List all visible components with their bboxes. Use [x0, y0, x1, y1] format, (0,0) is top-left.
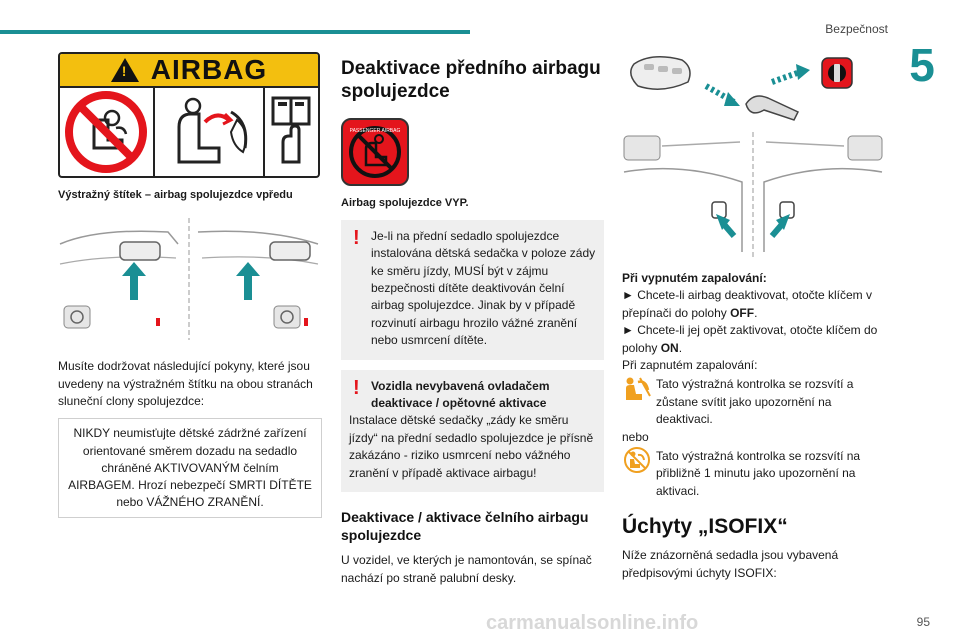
or-text: nebo	[622, 429, 649, 444]
icon-label-text: PASSENGER AIRBAG	[349, 127, 401, 134]
warning-text: Instalace dětské sedačky „zády ke směru jízdy“ na přední sedadlo spolujezdce je přísně zakázáno - riziko usmrcení nebo vážného zranění v případě aktivace airbagu!	[349, 413, 594, 480]
airbag-deploy-icon	[155, 88, 265, 176]
column-2	[341, 58, 604, 587]
ignition-on-heading: Při zapnutém zapalování:	[622, 357, 758, 372]
warning-box-no-switch	[341, 370, 604, 492]
airbag-on-warning-lamp-icon	[622, 446, 652, 474]
boxed-warning: NIKDY neumisťujte dětské zádržné zařízení orientované směrem dozadu na sedadlo chráněné AKTIVOVANÝM čelním AIRBAGEM. Hrozí nebezpečí SMRTI DÍTĚTE nebo VÁŽNÉHO ZRANĚNÍ.	[58, 418, 322, 517]
icon-caption: Airbag spolujezdce VYP.	[341, 196, 469, 209]
punctuation: .	[678, 340, 683, 355]
step-deactivate-text: ► Chcete-li airbag deaktivovat, otočte klíčem v přepínači do polohy	[622, 288, 872, 320]
label-caption: Výstražný štítek – airbag spolujezdce vpředu	[58, 189, 293, 201]
watermark: carmanualsonline.info	[486, 612, 699, 634]
lamp-2-text	[656, 446, 886, 500]
ignition-instructions	[622, 270, 886, 374]
switch-location-text: U vozidel, ve kterých je namontován, se spínač nachází po straně palubní desky.	[341, 553, 592, 585]
lamp-2-description: Tato výstražná kontrolka se rozsvítí na přibližně 1 minutu jako upozornění na aktivaci.	[656, 448, 861, 498]
airbag-label-header	[60, 54, 318, 88]
ignition-off-heading: Při vypnutém zapalování:	[622, 271, 767, 285]
section-title: Bezpečnost	[825, 22, 888, 36]
airbag-warning-label	[58, 52, 320, 178]
step-deactivate	[622, 287, 886, 322]
exclamation-icon: !	[353, 226, 360, 249]
key-switch-illustration	[622, 52, 884, 262]
no-rear-facing-seat-icon	[60, 88, 155, 176]
airbag-label-pictograms	[60, 88, 318, 176]
lamp-row-activated	[622, 446, 886, 500]
instruction-text: Musíte dodržovat následující pokyny, které jsou uvedeny na výstražném štítku na obou stranách sluneční clony spolujezdce:	[58, 359, 313, 409]
punctuation: .	[754, 305, 758, 320]
airbag-label-word: AIRBAG	[150, 54, 268, 85]
warning-box-rear-facing	[341, 220, 604, 360]
lamp-row-deactivated	[622, 374, 886, 428]
column-3	[622, 52, 886, 582]
isofix-heading: Úchyty „ISOFIX“	[622, 515, 788, 539]
warning-title: Vozidla nevybavená ovladačem deaktivace / opětovné aktivace	[371, 378, 550, 411]
subsection-heading: Deaktivace / aktivace čelního airbagu spolujezdce	[341, 508, 589, 544]
isofix-text: Níže znázorněná sedadla jsou vybavená předpisovými úchyty ISOFIX:	[622, 548, 839, 580]
step-activate-text: ► Chcete-li jej opět zaktivovat, otočte klíčem do polohy	[622, 323, 878, 355]
warning-text: Je-li na přední sedadlo spolujezdce instalována dětská sedačka v poloze zády ke směru jízdy, MUSÍ být v zájmu bezpečnosti dítěte deaktivován čelní airbag spolujezdce. Jinak by v případě rozvinutí airbagu hrozilo vážné zranění nebo usmrcení dítěte.	[371, 228, 596, 348]
lamp-1-text	[656, 374, 886, 428]
section-heading: Deaktivace předního airbagu spolujezdce	[341, 58, 601, 102]
read-manual-icon	[265, 88, 318, 176]
on-position: ON	[660, 340, 679, 355]
chapter-number: 5	[909, 39, 935, 91]
airbag-off-warning-lamp-icon	[622, 374, 652, 402]
sun-visor-figure	[58, 214, 320, 344]
passenger-airbag-off-icon	[341, 118, 409, 186]
sun-visor-illustration	[58, 214, 320, 344]
page-number: 95	[916, 615, 930, 629]
key-switch-figure	[622, 52, 884, 262]
column-1	[58, 52, 322, 518]
exclamation-icon: !	[353, 376, 360, 399]
header-accent-bar	[0, 30, 470, 34]
lamp-1-description: Tato výstražná kontrolka se rozsvítí a zůstane svítit jako upozornění na deaktivaci.	[656, 377, 854, 427]
off-position: OFF	[730, 305, 755, 320]
step-activate	[622, 322, 886, 357]
warning-triangle-icon: !	[111, 58, 139, 82]
